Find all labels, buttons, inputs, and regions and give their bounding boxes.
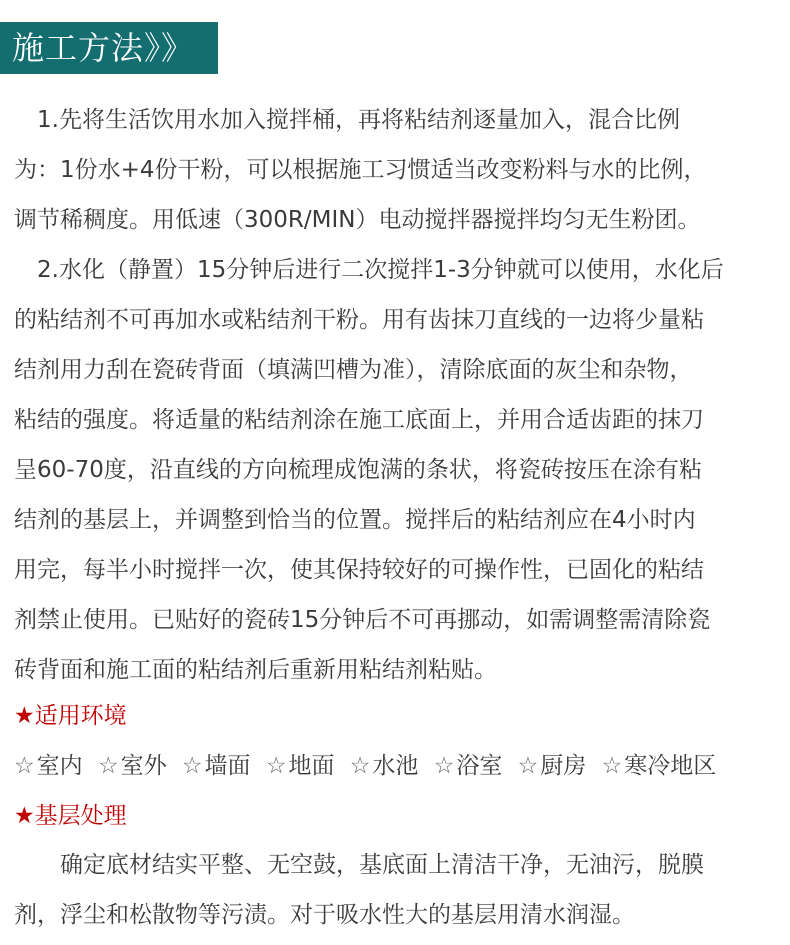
method-line: 结剂用力刮在瓷砖背面（填满凹槽为准），清除底面的灰尘和杂物， (14, 357, 693, 383)
env-item (434, 741, 503, 791)
env-item-label: 墙面 (204, 753, 251, 779)
method-line: 剂禁止使用。已贴好的瓷砖15分钟后不可再挪动，如需调整需清除瓷 (14, 607, 711, 633)
section-title: 施工方法》》 (0, 22, 218, 74)
env-item-label: 水池 (372, 753, 419, 779)
env-item-label: 寒冷地区 (624, 753, 717, 779)
env-item (14, 741, 83, 791)
env-item (182, 741, 251, 791)
env-item (518, 741, 587, 791)
env-item-label: 浴室 (456, 753, 503, 779)
base-line: 确定底材结实平整、无空鼓，基底面上清洁干净，无油污，脱膜 (14, 852, 704, 878)
base-line: 剂，浮尘和松散物等污渍。对于吸水性大的基层用清水润湿。 (14, 902, 635, 928)
env-item-label: 室外 (120, 753, 167, 779)
base-heading: ★基层处理 (14, 803, 127, 829)
method-paragraph (14, 95, 780, 695)
env-item-label: 室内 (36, 753, 83, 779)
star-outline-icon: ☆ (14, 753, 35, 779)
env-heading: ★适用环境 (14, 703, 127, 729)
star-outline-icon: ☆ (601, 753, 623, 779)
env-item-label: 地面 (288, 753, 335, 779)
method-line: 用完，每半小时搅拌一次，使其保持较好的可操作性，已固化的粘结 (14, 557, 704, 583)
method-line: 粘结的强度。将适量的粘结剂涂在施工底面上，并用合适齿距的抹刀 (14, 407, 704, 433)
method-line: 呈60-70度，沿直线的方向梳理成饱满的条状，将瓷砖按压在涂有粘 (14, 457, 702, 483)
method-line: 结剂的基层上，并调整到恰当的位置。搅拌后的粘结剂应在4小时内 (14, 507, 696, 533)
base-paragraph (14, 840, 780, 940)
star-outline-icon: ☆ (433, 753, 455, 779)
star-outline-icon: ☆ (349, 753, 371, 779)
env-item (98, 741, 167, 791)
star-outline-icon: ☆ (265, 753, 287, 779)
env-item (350, 741, 419, 791)
env-item-label: 厨房 (540, 753, 587, 779)
star-outline-icon: ☆ (181, 753, 203, 779)
method-line: 2.水化（静置）15分钟后进行二次搅拌1-3分钟就可以使用，水化后 (14, 257, 724, 283)
method-line: 的粘结剂不可再加水或粘结剂干粉。用有齿抹刀直线的一边将少量粘 (14, 307, 704, 333)
env-list (14, 741, 724, 791)
star-outline-icon: ☆ (97, 753, 119, 779)
star-outline-icon: ☆ (517, 753, 539, 779)
env-item (602, 741, 717, 791)
method-line: 砖背面和施工面的粘结剂后重新用粘结剂粘贴。 (14, 657, 497, 683)
method-line: 为：1份水+4份干粉，可以根据施工习惯适当改变粉料与水的比例， (14, 157, 707, 183)
method-line: 1.先将生活饮用水加入搅拌桶，再将粘结剂逐量加入，混合比例 (14, 107, 680, 133)
method-line: 调节稀稠度。用低速（300R/MIN）电动搅拌器搅拌均匀无生粉团。 (14, 207, 701, 233)
env-item (266, 741, 335, 791)
